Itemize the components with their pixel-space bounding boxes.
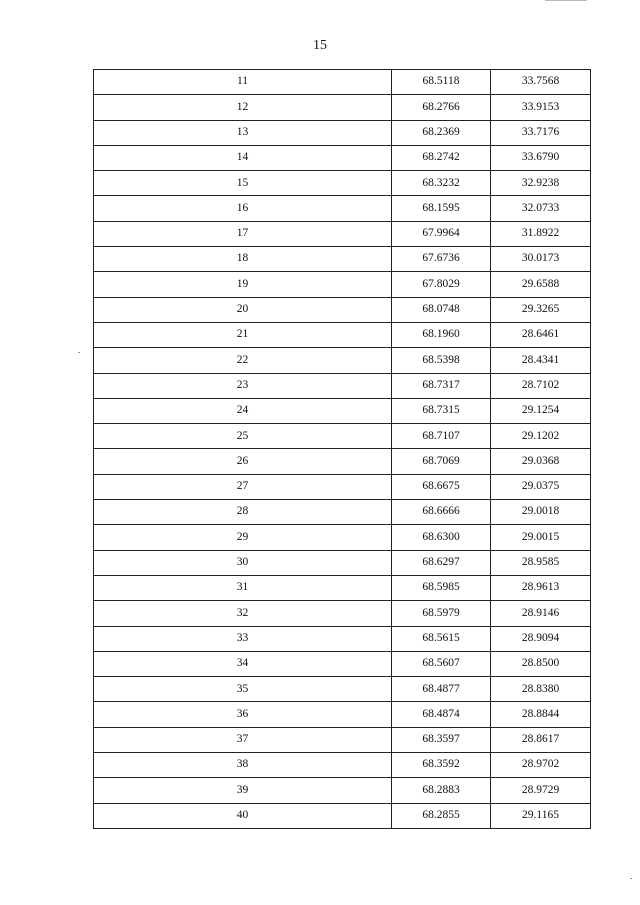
- table-row: [94, 778, 591, 803]
- value-b-cell: 28.7102: [491, 373, 591, 398]
- row-index-cell: 25: [94, 424, 392, 449]
- value-b-cell: 28.9702: [491, 753, 591, 778]
- row-index-cell: 38: [94, 753, 392, 778]
- header-rule: [545, 0, 587, 3]
- row-index-cell: 17: [94, 221, 392, 246]
- table-row: [94, 297, 591, 322]
- table-row: [94, 500, 591, 525]
- table-row: [94, 449, 591, 474]
- value-b-cell: 30.0173: [491, 247, 591, 272]
- table-row: [94, 525, 591, 550]
- row-index-cell: 22: [94, 348, 392, 373]
- table-row: [94, 398, 591, 423]
- value-a-cell: 67.9964: [392, 221, 491, 246]
- value-a-cell: 67.8029: [392, 272, 491, 297]
- row-index-cell: 13: [94, 120, 392, 145]
- row-index-cell: 21: [94, 322, 392, 347]
- value-b-cell: 28.8380: [491, 677, 591, 702]
- table-row: [94, 348, 591, 373]
- row-index-cell: 37: [94, 727, 392, 752]
- value-b-cell: 33.9153: [491, 95, 591, 120]
- value-a-cell: 68.5615: [392, 626, 491, 651]
- value-a-cell: 68.6666: [392, 500, 491, 525]
- value-a-cell: 68.6297: [392, 550, 491, 575]
- row-index-cell: 33: [94, 626, 392, 651]
- table-row: [94, 601, 591, 626]
- row-index-cell: 40: [94, 803, 392, 828]
- value-a-cell: 68.2742: [392, 145, 491, 170]
- row-index-cell: 23: [94, 373, 392, 398]
- value-a-cell: 68.2766: [392, 95, 491, 120]
- value-a-cell: 68.6675: [392, 474, 491, 499]
- table-row: [94, 550, 591, 575]
- table-row: [94, 373, 591, 398]
- table-row: [94, 196, 591, 221]
- value-b-cell: 32.0733: [491, 196, 591, 221]
- value-a-cell: 68.1960: [392, 322, 491, 347]
- value-b-cell: 28.9613: [491, 575, 591, 600]
- table-row: [94, 120, 591, 145]
- value-b-cell: 28.8617: [491, 727, 591, 752]
- value-b-cell: 29.3265: [491, 297, 591, 322]
- value-a-cell: 68.7317: [392, 373, 491, 398]
- value-a-cell: 68.5979: [392, 601, 491, 626]
- value-a-cell: 68.7315: [392, 398, 491, 423]
- scan-mark: [630, 878, 632, 879]
- page-number: 15: [313, 38, 327, 53]
- table-row: [94, 575, 591, 600]
- table-row: [94, 626, 591, 651]
- value-b-cell: 28.8844: [491, 702, 591, 727]
- value-b-cell: 31.8922: [491, 221, 591, 246]
- value-b-cell: 28.8500: [491, 651, 591, 676]
- table-row: [94, 803, 591, 828]
- table-row: [94, 753, 591, 778]
- value-a-cell: 68.2369: [392, 120, 491, 145]
- row-index-cell: 39: [94, 778, 392, 803]
- table-row: [94, 677, 591, 702]
- row-index-cell: 14: [94, 145, 392, 170]
- table-row: [94, 702, 591, 727]
- row-index-cell: 35: [94, 677, 392, 702]
- value-a-cell: 68.1595: [392, 196, 491, 221]
- table-row: [94, 247, 591, 272]
- table-row: [94, 651, 591, 676]
- row-index-cell: 32: [94, 601, 392, 626]
- value-a-cell: 68.3232: [392, 171, 491, 196]
- row-index-cell: 20: [94, 297, 392, 322]
- table-row: [94, 727, 591, 752]
- row-index-cell: 27: [94, 474, 392, 499]
- row-index-cell: 31: [94, 575, 392, 600]
- value-a-cell: 68.2855: [392, 803, 491, 828]
- row-index-cell: 16: [94, 196, 392, 221]
- value-b-cell: 28.9729: [491, 778, 591, 803]
- value-b-cell: 29.1254: [491, 398, 591, 423]
- row-index-cell: 24: [94, 398, 392, 423]
- value-a-cell: 68.5607: [392, 651, 491, 676]
- row-index-cell: 29: [94, 525, 392, 550]
- value-b-cell: 29.1165: [491, 803, 591, 828]
- row-index-cell: 28: [94, 500, 392, 525]
- value-b-cell: 29.0018: [491, 500, 591, 525]
- value-a-cell: 68.2883: [392, 778, 491, 803]
- value-b-cell: 28.9094: [491, 626, 591, 651]
- table-row: [94, 70, 591, 95]
- value-b-cell: 28.9585: [491, 550, 591, 575]
- table-row: [94, 322, 591, 347]
- value-b-cell: 33.6790: [491, 145, 591, 170]
- table-row: [94, 474, 591, 499]
- value-a-cell: 68.7069: [392, 449, 491, 474]
- scan-mark: [78, 352, 80, 353]
- table-row: [94, 95, 591, 120]
- value-a-cell: 68.7107: [392, 424, 491, 449]
- value-a-cell: 68.5398: [392, 348, 491, 373]
- row-index-cell: 15: [94, 171, 392, 196]
- row-index-cell: 19: [94, 272, 392, 297]
- value-b-cell: 32.9238: [491, 171, 591, 196]
- value-a-cell: 67.6736: [392, 247, 491, 272]
- value-a-cell: 68.3597: [392, 727, 491, 752]
- table-row: [94, 145, 591, 170]
- value-b-cell: 29.1202: [491, 424, 591, 449]
- value-a-cell: 68.6300: [392, 525, 491, 550]
- value-b-cell: 33.7568: [491, 70, 591, 95]
- value-a-cell: 68.5985: [392, 575, 491, 600]
- value-b-cell: 28.6461: [491, 322, 591, 347]
- value-b-cell: 28.9146: [491, 601, 591, 626]
- row-index-cell: 36: [94, 702, 392, 727]
- row-index-cell: 34: [94, 651, 392, 676]
- table-body: [94, 70, 591, 829]
- value-b-cell: 29.0368: [491, 449, 591, 474]
- value-b-cell: 29.0375: [491, 474, 591, 499]
- table-row: [94, 171, 591, 196]
- row-index-cell: 18: [94, 247, 392, 272]
- value-b-cell: 33.7176: [491, 120, 591, 145]
- value-b-cell: 29.6588: [491, 272, 591, 297]
- table-row: [94, 424, 591, 449]
- value-b-cell: 29.0015: [491, 525, 591, 550]
- table-row: [94, 221, 591, 246]
- row-index-cell: 12: [94, 95, 392, 120]
- value-a-cell: 68.3592: [392, 753, 491, 778]
- row-index-cell: 11: [94, 70, 392, 95]
- value-a-cell: 68.0748: [392, 297, 491, 322]
- value-a-cell: 68.5118: [392, 70, 491, 95]
- value-a-cell: 68.4877: [392, 677, 491, 702]
- value-a-cell: 68.4874: [392, 702, 491, 727]
- table-row: [94, 272, 591, 297]
- row-index-cell: 26: [94, 449, 392, 474]
- data-table: [93, 69, 591, 829]
- value-b-cell: 28.4341: [491, 348, 591, 373]
- row-index-cell: 30: [94, 550, 392, 575]
